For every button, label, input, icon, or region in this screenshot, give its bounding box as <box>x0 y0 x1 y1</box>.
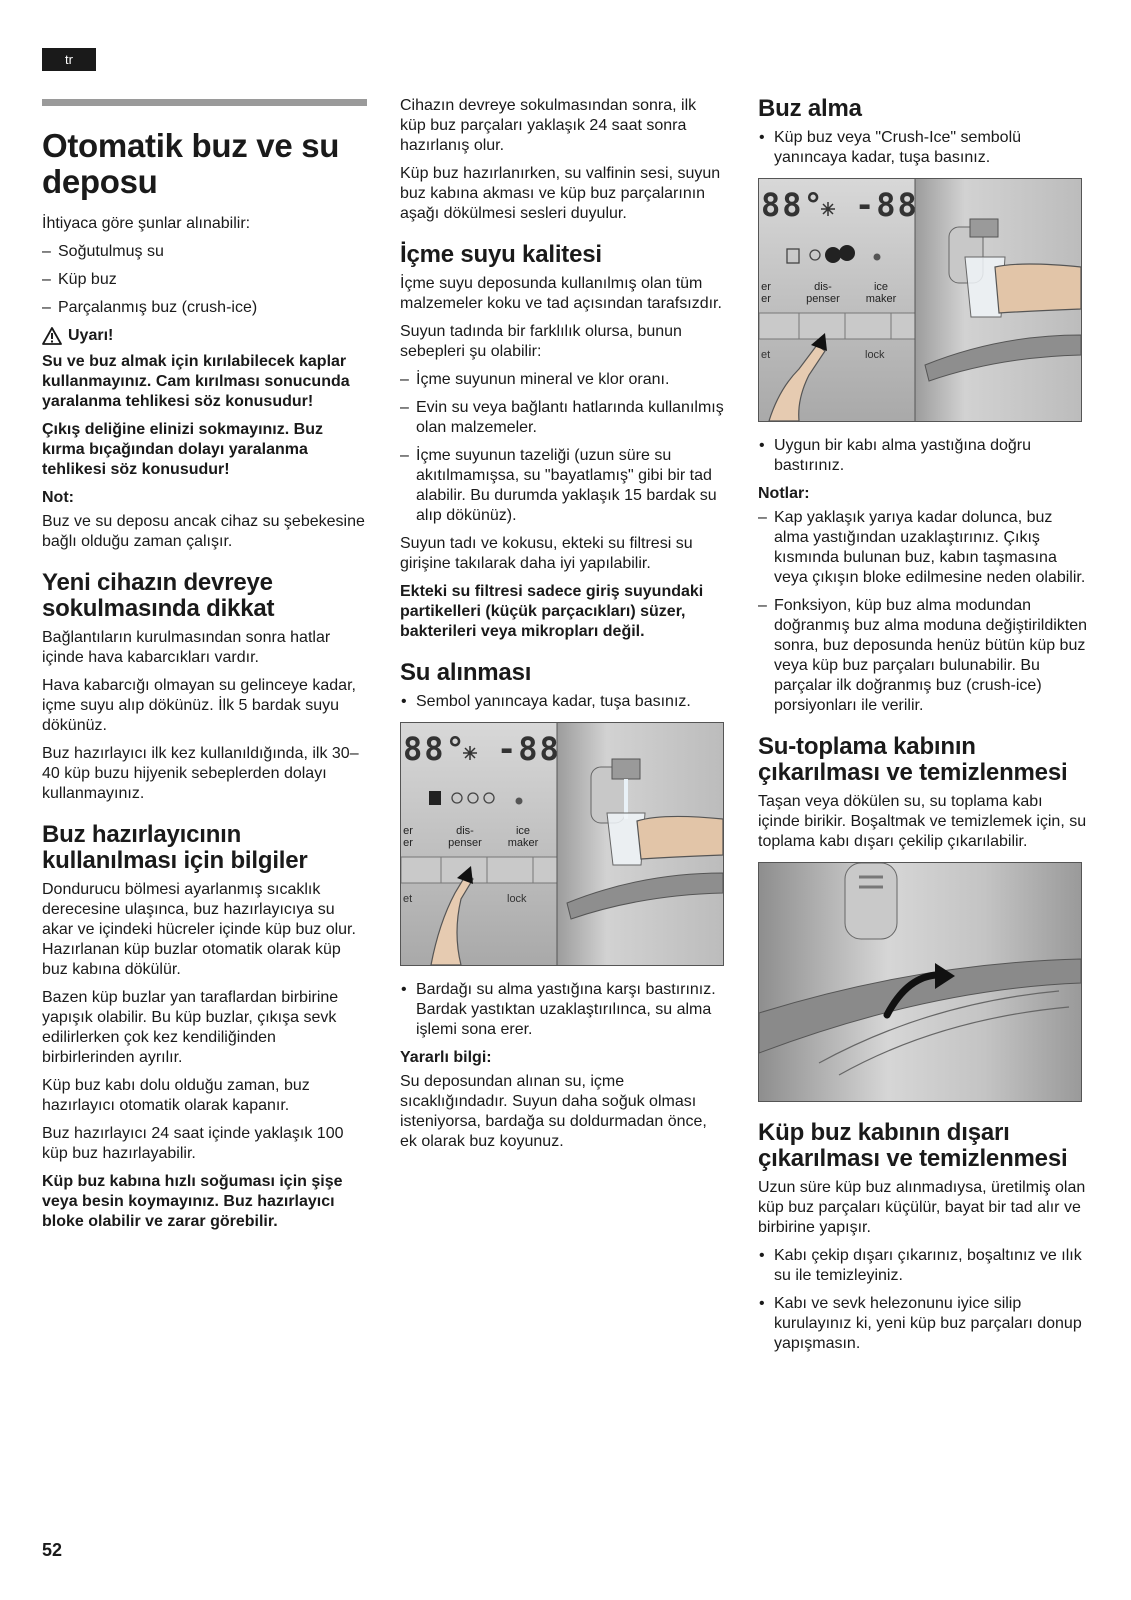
button-label-lock: lock <box>865 349 885 361</box>
warning-text: Su ve buz almak için kırılabilecek kaplar kullanmayınız. Cam kırılması sonucunda yaralanma tehlikesi söz konusudur! <box>42 353 350 410</box>
paragraph: Taşan veya dökülen su, su toplama kabı içinde birikir. Boşaltmak ve temizlemek için, su toplama kabı dışarı çekilip çıkarılabilir. <box>758 793 1087 850</box>
list-item: • Kabı çekip dışarı çıkarınız, boşaltınız ve ılık su ile temizleyiniz. <box>758 1246 1088 1286</box>
paragraph: Suyun tadında bir farklılık olursa, bunun sebepleri şu olabilir: <box>400 323 682 360</box>
intro-text: İhtiyaca göre şunlar alınabilir: <box>42 215 251 232</box>
paragraph: Su deposundan alınan su, içme sıcaklığındadır. Suyun daha soğuk olması isteniyorsa, bardağa su doldurmadan önce, ek olarak buz koyunuz. <box>400 1073 707 1150</box>
paragraph: Buz hazırlayıcı ilk kez kullanıldığında, ilk 30‒40 küp buzu hijyenik sebeplerden dolayı kullanmayınız. <box>42 745 359 802</box>
button-label-left: er er <box>403 825 413 849</box>
intro-list <box>42 242 367 318</box>
section-heading: Su-toplama kabının çıkarılması ve temizlenmesi <box>758 733 1068 786</box>
section-heading: Buz hazırlayıcının kullanılması için bilgiler <box>42 821 308 874</box>
paragraph: İçme suyu deposunda kullanılmış olan tüm malzemeler koku ve tad açısından tarafsızdır. <box>400 275 722 312</box>
lcd-temp-right: -88 <box>497 730 561 768</box>
warning-text: Çıkış deliğine elinizi sokmayınız. Buz kırma bıçağından dolayı yaralanma tehlikesi söz konusudur! <box>42 421 323 478</box>
paragraph: Küp buz kabı dolu olduğu zaman, buz hazırlayıcı otomatik olarak kapanır. <box>42 1077 310 1114</box>
water-dispenser-figure <box>400 722 724 966</box>
paragraph: Uzun süre küp buz alınmadıysa, üretilmiş olan küp buz parçaları küçülür, bayat bir tad alır ve birbirine yapışır. <box>758 1179 1086 1236</box>
list-item: – Parçalanmış buz (crush-ice) <box>42 298 367 318</box>
paragraph: Suyun tadı ve kokusu, ekteki su filtresi su girişine takılarak daha iyi yapılabilir. <box>400 535 693 572</box>
lcd-temp-left: 88° <box>761 186 825 224</box>
ice-dispenser-figure <box>758 178 1082 422</box>
note-label: Not: <box>42 489 74 506</box>
button-label-dispenser: dis- penser <box>806 281 840 305</box>
list-item: – Kap yaklaşık yarıya kadar dolunca, buz alma yastığından uzaklaştırınız. Çıkış kısmında bulunan buz, kabın taşmasına veya çıkışın bloke edilmesine neden olabilir. <box>758 508 1088 588</box>
warning-label: Uyarı! <box>68 327 114 344</box>
bold-note: Ekteki su filtresi sadece giriş suyundaki partikelleri (küçük parçacıkları) süzer, bakterileri veya mikropları değil. <box>400 583 704 640</box>
column-1 <box>42 124 367 1240</box>
paragraph: Buz hazırlayıcı 24 saat içinde yaklaşık 100 küp buz hazırlayabilir. <box>42 1125 344 1162</box>
paragraph: Dondurucu bölmesi ayarlanmış sıcaklık derecesine ulaşınca, buz hazırlayıcıya su akar ve içindeki hücreler içinde küp buz olur. Hazırlanan küp buzlar otomatik olarak küp buz kabına dökülür. <box>42 881 356 978</box>
button-label-icemaker: ice maker <box>865 281 897 305</box>
section-heading: Küp buz kabının dışarı çıkarılması ve temizlenmesi <box>758 1119 1068 1172</box>
list-item: – Küp buz <box>42 270 367 290</box>
water-list-2 <box>400 980 725 1040</box>
button-label-icemaker: ice maker <box>507 825 539 849</box>
paragraph: Cihazın devreye sokulmasından sonra, ilk küp buz parçaları yaklaşık 24 saat sonra hazırlanış olur. <box>400 97 697 154</box>
ice-list-2 <box>758 436 1088 476</box>
lcd-temp-left: 88° <box>403 730 467 768</box>
warning-triangle-icon <box>42 327 62 345</box>
section-heading: İçme suyu kalitesi <box>400 241 602 268</box>
ice-list <box>758 128 1088 168</box>
column-3 <box>758 96 1088 1362</box>
notes-label: Notlar: <box>758 485 810 502</box>
page-title: Otomatik buz ve su deposu <box>42 127 340 200</box>
paragraph: Küp buz hazırlanırken, su valfinin sesi, suyun buz kabına akması ve küp buz parçalarının aşağı dökülmesi sesleri duyulur. <box>400 165 721 222</box>
top-rule <box>42 99 367 106</box>
button-label-dispenser: dis- penser <box>448 825 482 849</box>
section-heading: Yeni cihazın devreye sokulmasında dikkat <box>42 569 275 622</box>
note-text: Buz ve su deposu ancak cihaz su şebekesine bağlı olduğu zaman çalışır. <box>42 513 365 550</box>
button-label-reset: et <box>403 893 413 905</box>
list-item: • Uygun bir kabı alma yastığına doğru bastırınız. <box>758 436 1088 476</box>
list-item: • Bardağı su alma yastığına karşı bastırınız. Bardak yastıktan uzaklaştırılınca, su alma işlemi sona erer. <box>400 980 725 1040</box>
warning-heading <box>42 326 367 346</box>
drip-tray-illustration <box>759 863 1081 1101</box>
paragraph: Hava kabarcığı olmayan su gelinceye kadar, içme suyu alıp dökünüz. İlk 5 bardak suyu dökünüz. <box>42 677 356 734</box>
list-item: • Sembol yanıncaya kadar, tuşa basınız. <box>400 692 725 712</box>
list-item: – Evin su veya bağlantı hatlarında kullanılmış olan malzemeler. <box>400 398 725 438</box>
lcd-temp-right: -88 <box>855 186 919 224</box>
button-label-lock: lock <box>507 893 527 905</box>
section-heading: Buz alma <box>758 95 862 122</box>
list-item: – İçme suyunun mineral ve klor oranı. <box>400 370 725 390</box>
icebox-list <box>758 1246 1088 1354</box>
list-item: – İçme suyunun tazeliği (uzun süre su akıtılmamışsa, su "bayatlamış" gibi bir tad alabilir. Bu durumda yaklaşık 15 bardak su alıp dökünüz). <box>400 446 725 526</box>
water-list <box>400 692 725 712</box>
list-item: • Küp buz veya "Crush-Ice" sembolü yanıncaya kadar, tuşa basınız. <box>758 128 1088 168</box>
quality-list <box>400 370 725 526</box>
list-item: • Kabı ve sevk helezonunu iyice silip kurulayınız ki, yeni küp buz parçaları donup yapışmasın. <box>758 1294 1088 1354</box>
notes-list <box>758 508 1088 716</box>
column-2 <box>400 96 725 1160</box>
button-label-reset: et <box>761 349 771 361</box>
paragraph: Bağlantıların kurulmasından sonra hatlar içinde hava kabarcıkları vardır. <box>42 629 331 666</box>
page-number: 52 <box>42 1540 63 1560</box>
paragraph: Bazen küp buzlar yan taraflardan birbirine yapışık olabilir. Bu küp buzlar, çıkışa sevk edilirlerken çok kez kendiliğinden birbirlerinden ayrılır. <box>42 989 339 1066</box>
language-tab: tr <box>42 48 96 71</box>
useful-label: Yararlı bilgi: <box>400 1049 492 1066</box>
list-item: – Fonksiyon, küp buz alma modundan doğranmış buz alma moduna değiştirildikten sonra, buz deposunda henüz bütün küp buz veya küp buz parçaları bulunabilir. Bu parçalar ilk doğranmış buz (crush-ice) porsiyonları ile verilir. <box>758 596 1088 716</box>
section-heading: Su alınması <box>400 659 532 686</box>
list-item: – Soğutulmuş su <box>42 242 367 262</box>
bold-warning: Küp buz kabına hızlı soğuması için şişe veya besin koymayınız. Buz hazırlayıcı bloke olabilir ve zarar görebilir. <box>42 1173 343 1230</box>
drip-tray-figure <box>758 862 1082 1102</box>
button-label-left: er er <box>761 281 771 305</box>
